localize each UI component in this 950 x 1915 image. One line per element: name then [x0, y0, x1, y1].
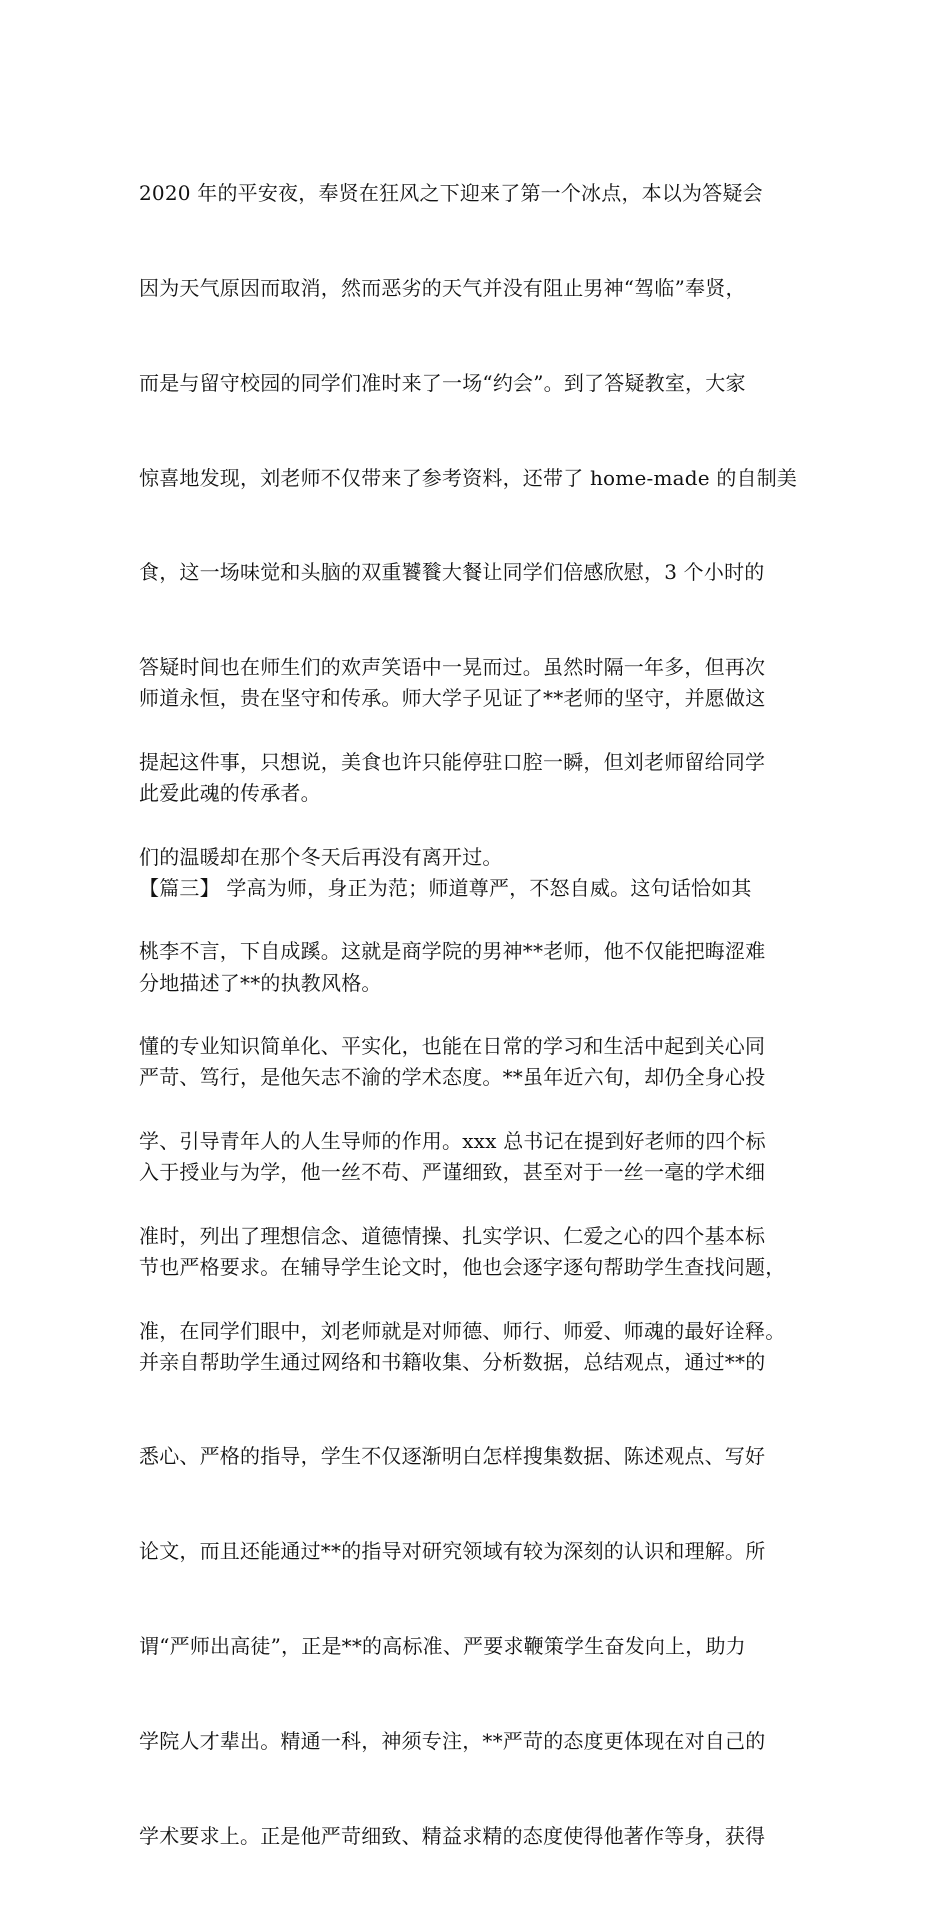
text-line: 悉心、严格的指导，学生不仅逐渐明白怎样搜集数据、陈述观点、写好	[139, 1444, 766, 1469]
text-line: 分地描述了**的执教风格。	[139, 970, 382, 995]
text-line: 论文，而且还能通过**的指导对研究领域有较为深刻的认识和理解。所	[139, 1539, 766, 1564]
text-line: 入于授业与为学，他一丝不苟、严谨细致，甚至对于一丝一毫的学术细	[139, 1160, 766, 1185]
text-line: 【篇三】 学高为师，身正为范；师道尊严，不怒自威。这句话恰如其	[139, 875, 752, 900]
text-line: 桃李不言，下自成蹊。这就是商学院的男神**老师，他不仅能把晦涩难	[139, 939, 766, 964]
text-line: 因为天气原因而取消，然而恶劣的天气并没有阻止男神“驾临”奉贤，	[139, 275, 746, 300]
paragraph-section-three	[139, 620, 839, 1915]
text-line: 准时，列出了理想信念、道德情操、扎实学识、仁爱之心的四个基本标	[139, 1223, 766, 1248]
text-line: 并亲自帮助学生通过网络和书籍收集、分析数据，总结观点，通过**的	[139, 1349, 766, 1374]
text-line: 学院人才辈出。精通一科，神须专注，**严苛的态度更体现在对自己的	[139, 1728, 766, 1753]
text-line: 节也严格要求。在辅导学生论文时，他也会逐字逐句帮助学生查找问题，	[139, 1254, 786, 1279]
text-line: 师道永恒，贵在坚守和传承。师大学子见证了**老师的坚守，并愿做这	[139, 686, 766, 711]
text-line: 们的温暖却在那个冬天后再没有离开过。	[139, 844, 503, 869]
text-line: 答疑时间也在师生们的欢声笑语中一晃而过。虽然时隔一年多，但再次	[139, 655, 766, 680]
text-line: 此爱此魂的传承者。	[139, 780, 321, 805]
text-line: 学、引导青年人的人生导师的作用。xxx 总书记在提到好老师的四个标	[139, 1129, 766, 1153]
text-line: 学术要求上。正是他严苛细致、精益求精的态度使得他著作等身，获得	[139, 1823, 766, 1848]
text-line: 准，在同学们眼中，刘老师就是对师德、师行、师爱、师魂的最好诠释。	[139, 1318, 786, 1343]
text-line: 而是与留守校园的同学们准时来了一场“约会”。到了答疑教室，大家	[139, 370, 746, 395]
text-line: 提起这件事，只想说，美食也许只能停驻口腔一瞬，但刘老师留给同学	[139, 749, 766, 774]
text-line: 食，这一场味觉和头脑的双重饕餮大餐让同学们倍感欣慰，3 个小时的	[139, 560, 765, 585]
text-line: 惊喜地发现，刘老师不仅带来了参考资料，还带了 home-made 的自制美	[139, 465, 798, 490]
text-line: 严苛、笃行，是他矢志不渝的学术态度。**虽年近六旬，却仍全身心投	[139, 1065, 766, 1090]
text-line: 2020 年的平安夜，奉贤在狂风之下迎来了第一个冰点，本以为答疑会	[139, 181, 763, 206]
text-line: 谓“严师出高徒”，正是**的高标准、严要求鞭策学生奋发向上，助力	[139, 1634, 746, 1658]
text-line: 懂的专业知识简单化、平实化，也能在日常的学习和生活中起到关心同	[139, 1034, 766, 1059]
